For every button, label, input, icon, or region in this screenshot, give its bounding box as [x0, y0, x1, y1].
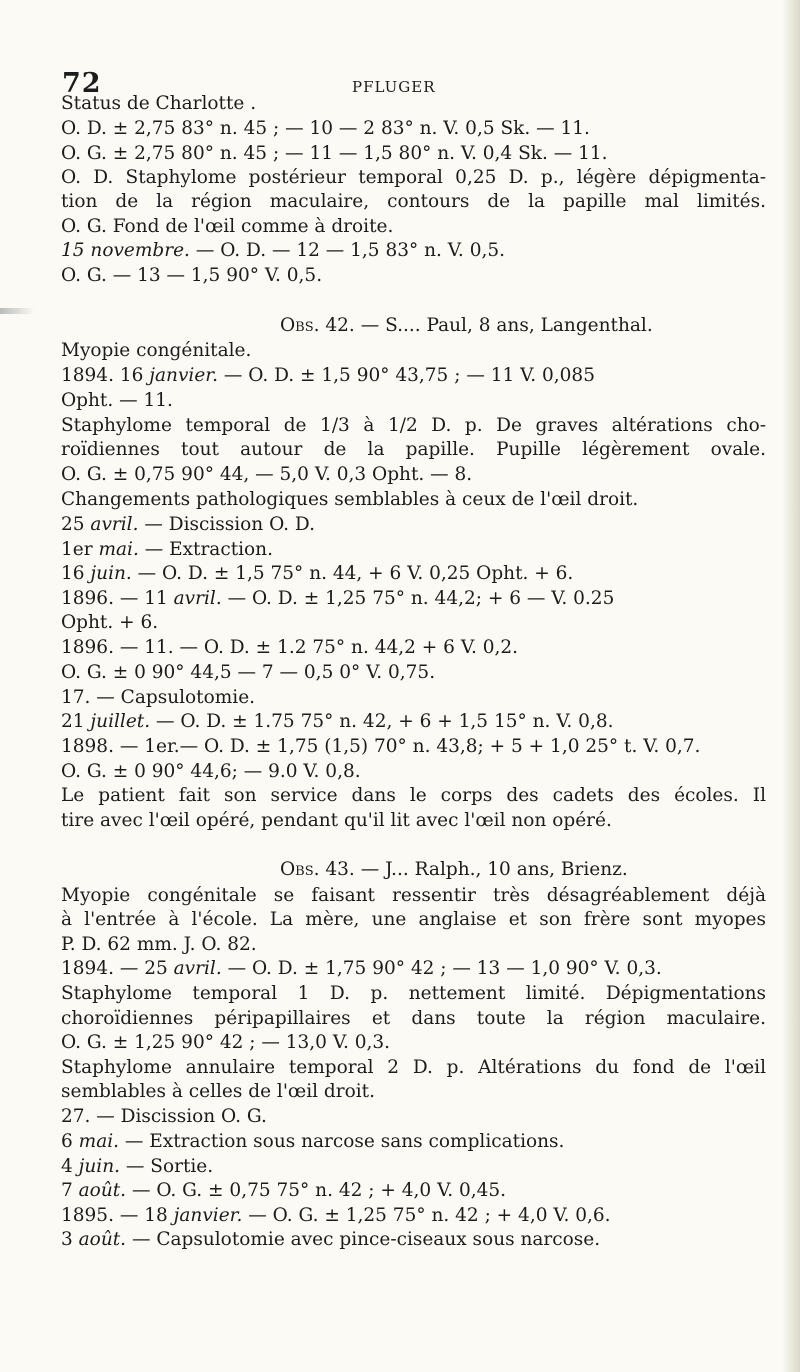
text-run: choroïdiennes péripapillaires et dans toute la région maculaire. — [61, 1008, 766, 1029]
text-run: semblables à celles de l'œil droit. — [61, 1081, 375, 1102]
text-line — [61, 611, 771, 635]
text-line — [61, 1056, 766, 1080]
text-line — [61, 1204, 771, 1228]
text-run: O. G. ± 2,75 80° n. 45 ; — 11 — 1,5 80° n. V. 0,4 Sk. — 11. — [61, 143, 608, 164]
text-line — [61, 884, 766, 908]
text-line — [61, 92, 771, 116]
text-run: tion de la région maculaire, contours de la papille mal limités. — [61, 191, 766, 212]
text-run: Myopie congénitale se faisant ressentir très désagréablement déjà — [61, 885, 766, 906]
text-run: 1895. — 18 — [61, 1205, 174, 1226]
text-run: Le patient fait son service dans le corps des cadets des écoles. Il — [61, 785, 766, 806]
text-run: 25 — [61, 514, 91, 535]
text-line — [61, 587, 771, 611]
date-italic: mai. — [98, 539, 139, 560]
text-run: 1er — [61, 539, 99, 560]
text-run: à l'entrée à l'école. La mère, une anglaise et son frère sont myopes — [61, 909, 766, 930]
text-line — [61, 1155, 771, 1179]
text-run: Staphylome annulaire temporal 2 D. p. Altérations du fond de l'œil — [61, 1057, 766, 1078]
text-line — [61, 661, 771, 685]
text-line — [61, 142, 771, 166]
text-run: O. G. ± 0 90° 44,5 — 7 — 0,5 0° V. 0,75. — [61, 662, 436, 683]
text-line — [61, 239, 771, 263]
text-run: O. D. Staphylome postérieur temporal 0,25 D. p., légère dépigmenta- — [61, 167, 766, 188]
text-line — [61, 760, 771, 784]
text-line — [61, 1228, 771, 1252]
text-line — [61, 166, 766, 190]
text-line — [61, 339, 771, 363]
text-run: 3 — [61, 1229, 79, 1250]
text-line — [61, 1007, 766, 1031]
text-run: tire avec l'œil opéré, pendant qu'il lit avec l'œil non opéré. — [61, 810, 612, 831]
text-run: Myopie congénitale. — [61, 340, 252, 361]
text-run: 42. — S.... Paul, 8 ans, Langenthal. — [319, 315, 653, 336]
date-italic: janvier. — [173, 1205, 243, 1226]
text-line — [61, 562, 771, 586]
date-italic: mai. — [78, 1131, 120, 1152]
text-run: — O. G. ± 0,75 75° n. 42 ; + 4,0 V. 0,45. — [126, 1180, 507, 1201]
text-run: O. D. ± 2,75 83° n. 45 ; — 10 — 2 83° n. V. 0,5 Sk. — 11. — [61, 118, 590, 139]
text-line — [61, 364, 771, 388]
text-run: 6 — [61, 1131, 79, 1152]
text-run: Staphylome temporal 1 D. p. nettement limité. Dépigmentations — [61, 983, 766, 1004]
text-line — [61, 438, 766, 462]
date-italic: janvier. — [149, 365, 218, 386]
text-line — [61, 117, 771, 141]
text-run: — Sortie. — [120, 1156, 214, 1177]
observation-heading — [280, 858, 800, 882]
date-italic: avril. — [173, 588, 222, 609]
date-italic: avril. — [173, 958, 222, 979]
text-line — [61, 389, 771, 413]
date-italic: août. — [78, 1180, 127, 1201]
text-run: — O. D. ± 1,5 75° n. 44, + 6 V. 0,25 Opht. + 6. — [131, 563, 574, 584]
text-line — [61, 1031, 771, 1055]
text-run: — Extraction sous narcose sans complications. — [119, 1131, 565, 1152]
text-run: roïdiennes tout autour de la papille. Pupille légèrement ovale. — [61, 439, 766, 460]
text-run: — Extraction. — [138, 539, 273, 560]
date-italic: juillet. — [90, 711, 151, 732]
date-italic: août. — [78, 1229, 127, 1250]
text-run: Obs. — [280, 859, 320, 880]
text-run: Obs. — [280, 315, 320, 336]
text-run: — O. D. — 12 — 1,5 83° n. V. 0,5. — [189, 240, 505, 261]
text-line — [61, 908, 766, 932]
text-run: — Discission O. D. — [138, 514, 315, 535]
text-run: O. G. ± 0 90° 44,6; — 9.0 V. 0,8. — [61, 761, 361, 782]
text-run: O. G. Fond de l'œil comme à droite. — [61, 216, 394, 237]
text-run: 43. — J... Ralph., 10 ans, Brienz. — [319, 859, 628, 880]
text-run: 1896. — 11 — [61, 588, 174, 609]
date-italic: juin. — [78, 1156, 121, 1177]
text-run: — O. G. ± 1,25 75° n. 42 ; + 4,0 V. 0,6. — [242, 1205, 611, 1226]
text-run: — Capsulotomie avec pince-ciseaux sous narcose. — [126, 1229, 601, 1250]
text-line — [61, 735, 771, 759]
text-run: 1894. — 25 — [61, 958, 174, 979]
text-run: 7 — [61, 1180, 79, 1201]
text-line — [61, 1080, 771, 1104]
text-line — [61, 982, 766, 1006]
text-run: 1894. 16 — [61, 365, 150, 386]
text-line — [61, 264, 771, 288]
text-run: O. G. ± 0,75 90° 44, — 5,0 V. 0,3 Opht. — 8. — [61, 464, 473, 485]
text-line — [61, 1130, 771, 1154]
date-italic: 15 novembre. — [61, 240, 190, 261]
text-line — [61, 686, 771, 710]
text-line — [61, 513, 771, 537]
text-run: — O. D. ± 1.75 75° n. 42, + 6 + 1,5 15° n. V. 0,8. — [150, 711, 614, 732]
date-italic: juin. — [90, 563, 132, 584]
text-line — [61, 1179, 771, 1203]
text-run: Opht. — 11. — [61, 390, 173, 411]
text-line — [61, 933, 771, 957]
text-line — [61, 463, 771, 487]
text-run: Opht. + 6. — [61, 612, 159, 633]
text-line — [61, 957, 771, 981]
text-run: Changements pathologiques semblables à ceux de l'œil droit. — [61, 489, 639, 510]
text-line — [61, 809, 771, 833]
date-italic: avril. — [90, 514, 139, 535]
text-line — [61, 1105, 771, 1129]
observation-heading — [280, 314, 800, 338]
text-run: Status de Charlotte . — [61, 93, 257, 114]
text-line — [61, 414, 766, 438]
text-run: 1898. — 1er.— O. D. ± 1,75 (1,5) 70° n. 43,8; + 5 + 1,0 25° t. V. 0,7. — [61, 736, 701, 757]
page-number: 72 — [62, 68, 102, 99]
text-run: 27. — Discission O. G. — [61, 1106, 267, 1127]
text-run: 4 — [61, 1156, 79, 1177]
text-line — [61, 636, 771, 660]
text-line — [61, 190, 766, 214]
text-run: 16 — [61, 563, 91, 584]
text-line — [61, 710, 771, 734]
text-line — [61, 784, 766, 808]
text-run: 21 — [61, 711, 91, 732]
text-run: O. G. — 13 — 1,5 90° V. 0,5. — [61, 265, 323, 286]
text-run: — O. D. ± 1,25 75° n. 44,2; + 6 — V. 0.25 — [221, 588, 615, 609]
text-run: Staphylome temporal de 1/3 à 1/2 D. p. De graves altérations cho- — [61, 415, 766, 436]
text-run: O. G. ± 1,25 90° 42 ; — 13,0 V. 0,3. — [61, 1032, 391, 1053]
running-head: PFLUGER — [352, 78, 436, 96]
text-run: 1896. — 11. — O. D. ± 1.2 75° n. 44,2 + 6 V. 0,2. — [61, 637, 519, 658]
text-line — [61, 538, 771, 562]
text-line — [61, 215, 771, 239]
text-line — [61, 488, 771, 512]
text-run: — O. D. ± 1,5 90° 43,75 ; — 11 V. 0,085 — [217, 365, 595, 386]
text-run: — O. D. ± 1,75 90° 42 ; — 13 — 1,0 90° V. 0,3. — [221, 958, 662, 979]
text-run: 17. — Capsulotomie. — [61, 687, 256, 708]
text-run: P. D. 62 mm. J. O. 82. — [61, 934, 257, 955]
